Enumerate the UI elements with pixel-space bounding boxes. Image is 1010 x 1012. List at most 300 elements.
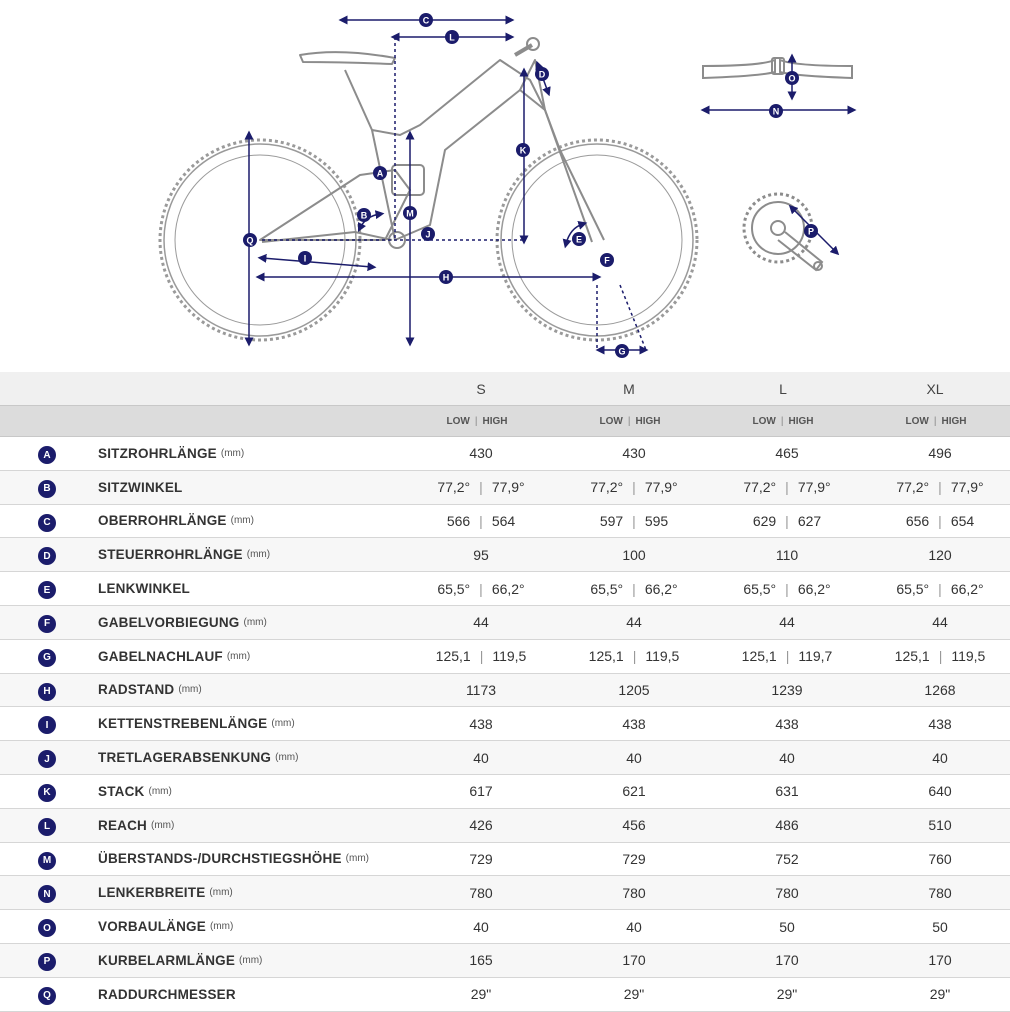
diagram-label-k (516, 143, 530, 157)
low-label: LOW (446, 415, 470, 427)
value: 1268 (924, 681, 956, 698)
high-label: HIGH (788, 415, 814, 427)
value: 631 (775, 783, 799, 800)
value-separator: | (479, 580, 483, 597)
value-high: 564 (491, 512, 516, 529)
diagram-label-g (615, 344, 629, 358)
value-low: 65,5° (896, 580, 930, 597)
table-cell-m (559, 876, 709, 909)
table-cell-m (559, 741, 709, 774)
table-row (0, 944, 1010, 978)
value-separator: | (938, 479, 942, 496)
value: 780 (928, 884, 952, 901)
row-label (98, 741, 298, 774)
row-letter-badge: G (38, 649, 56, 667)
table-cell-l (712, 437, 862, 470)
svg-text:E: E (575, 234, 583, 245)
table-cell-xl (865, 674, 1010, 707)
table-row (0, 674, 1010, 708)
svg-text:C: C (422, 15, 430, 26)
diagram-label-b (357, 208, 371, 222)
value: 50 (932, 918, 948, 935)
table-cell-l (712, 471, 862, 504)
row-unit: (mm) (151, 819, 175, 831)
table-cell-s (406, 944, 556, 977)
table-cell-xl (865, 437, 1010, 470)
table-cell-m (559, 538, 709, 571)
svg-text:Q: Q (246, 235, 254, 246)
value: 110 (775, 546, 799, 563)
value-high: 595 (644, 512, 669, 529)
table-cell-xl (865, 809, 1010, 842)
value-high: 77,9° (491, 479, 525, 496)
diagram-label-j (421, 227, 435, 241)
row-label (98, 775, 172, 808)
svg-text:I: I (303, 253, 307, 264)
high-label: HIGH (482, 415, 508, 427)
diagram-label-c (419, 13, 433, 27)
diagram-label-d (535, 67, 549, 81)
value: 170 (622, 952, 646, 969)
row-unit: (mm) (239, 954, 263, 966)
table-cell-s (406, 505, 556, 538)
svg-text:L: L (449, 32, 455, 43)
value: 430 (469, 445, 493, 462)
bike-geometry-svg (0, 0, 1010, 372)
diagram-label-i (298, 251, 312, 265)
size-header-s: S (476, 380, 486, 397)
diagram-label-m (403, 206, 417, 220)
value: 510 (928, 817, 952, 834)
row-name: LENKERBREITE (98, 885, 206, 901)
value: 170 (775, 952, 799, 969)
row-letter-badge: P (38, 953, 56, 971)
row-letter-badge: H (38, 683, 56, 701)
row-unit: (mm) (275, 752, 299, 764)
row-letter-badge: Q (38, 987, 56, 1005)
row-label (98, 910, 233, 943)
table-cell-s (406, 876, 556, 909)
table-cell-m (559, 809, 709, 842)
row-name: KETTENSTREBENLÄNGE (98, 716, 268, 732)
value-separator: | (938, 580, 942, 597)
value-high: 66,2° (797, 580, 831, 597)
value-high: 77,9° (797, 479, 831, 496)
table-cell-m (559, 471, 709, 504)
table-cell-m (559, 944, 709, 977)
svg-text:O: O (788, 73, 796, 84)
value: 40 (473, 749, 489, 766)
table-cell-m (559, 437, 709, 470)
size-header-xl: XL (926, 380, 944, 397)
row-name: RADDURCHMESSER (98, 986, 236, 1002)
value-separator: | (785, 648, 790, 665)
row-name: SITZWINKEL (98, 479, 183, 495)
table-cell-l (712, 944, 862, 977)
row-letter-badge: I (38, 716, 56, 734)
table-cell-m (559, 505, 709, 538)
table-row (0, 809, 1010, 843)
value-separator: | (632, 648, 637, 665)
svg-text:D: D (538, 69, 546, 80)
table-cell-xl (865, 606, 1010, 639)
value: 621 (622, 783, 646, 800)
value-low: 65,5° (590, 580, 624, 597)
value: 617 (469, 783, 493, 800)
value: 496 (928, 445, 952, 462)
value-separator: | (632, 512, 636, 529)
value: 29" (470, 986, 492, 1003)
row-name: REACH (98, 817, 148, 833)
table-cell-m (559, 640, 709, 673)
diagram-label-a (373, 166, 387, 180)
table-cell-xl (865, 876, 1010, 909)
table-cell-s (406, 741, 556, 774)
value-separator: | (632, 479, 636, 496)
row-label (98, 944, 262, 977)
table-cell-l (712, 741, 862, 774)
row-name: VORBAULÄNGE (98, 919, 206, 935)
value-low: 77,2° (590, 479, 624, 496)
table-cell-m (559, 775, 709, 808)
low-high-header-row (0, 405, 1010, 437)
row-name: ÜBERSTANDS-/DURCHSTIEGSHÖHE (98, 851, 342, 867)
low-high-m: LOW | HIGH (599, 415, 661, 427)
value-low: 77,2° (896, 479, 930, 496)
diagram-label-n (769, 104, 783, 118)
row-letter-badge: N (38, 885, 56, 903)
value-low: 597 (599, 512, 624, 529)
diagram-label-o (785, 71, 799, 85)
value-high: 66,2° (950, 580, 984, 597)
value-high: 119,5 (951, 648, 986, 665)
svg-text:K: K (519, 145, 527, 156)
value-low: 125,1 (894, 648, 930, 665)
value: 1239 (771, 681, 803, 698)
value: 40 (626, 749, 642, 766)
row-letter-badge: E (38, 581, 56, 599)
row-letter-badge: D (38, 547, 56, 565)
row-letter-badge: M (38, 852, 56, 870)
row-label (98, 876, 233, 909)
low-high-l: LOW | HIGH (752, 415, 814, 427)
table-cell-s (406, 606, 556, 639)
svg-text:A: A (376, 168, 384, 179)
value-separator: | (938, 512, 942, 529)
value-low: 65,5° (743, 580, 777, 597)
row-label (98, 471, 183, 504)
table-cell-m (559, 843, 709, 876)
table-cell-l (712, 640, 862, 673)
value: 438 (469, 715, 493, 732)
table-row (0, 741, 1010, 775)
high-label: HIGH (941, 415, 967, 427)
svg-text:J: J (425, 229, 431, 240)
row-letter-badge: F (38, 615, 56, 633)
table-cell-l (712, 843, 862, 876)
value-high: 119,5 (645, 648, 680, 665)
row-unit: (mm) (345, 853, 369, 865)
value-low: 629 (752, 512, 777, 529)
table-cell-xl (865, 910, 1010, 943)
row-label (98, 843, 369, 876)
table-cell-l (712, 775, 862, 808)
value: 1205 (618, 681, 650, 698)
row-label (98, 978, 236, 1011)
table-cell-s (406, 809, 556, 842)
svg-text:N: N (772, 106, 780, 117)
table-row (0, 437, 1010, 471)
table-cell-s (406, 572, 556, 605)
value-high: 77,9° (644, 479, 678, 496)
value-high: 654 (950, 512, 975, 529)
value: 44 (626, 614, 642, 631)
table-cell-s (406, 910, 556, 943)
size-header-row (0, 372, 1010, 405)
table-cell-m (559, 978, 709, 1011)
value-separator: | (938, 648, 943, 665)
value: 752 (775, 850, 799, 867)
table-cell-s (406, 707, 556, 740)
table-cell-m (559, 674, 709, 707)
value-low: 125,1 (435, 648, 471, 665)
table-cell-l (712, 572, 862, 605)
table-cell-s (406, 437, 556, 470)
value: 29" (623, 986, 645, 1003)
value-high: 119,7 (798, 648, 833, 665)
row-name: TRETLAGERABSENKUNG (98, 750, 272, 766)
table-row (0, 471, 1010, 505)
row-unit: (mm) (271, 718, 295, 730)
value-separator: | (479, 648, 484, 665)
high-label: HIGH (635, 415, 661, 427)
svg-text:P: P (807, 226, 815, 237)
value-separator: | (479, 512, 483, 529)
diagram-label-p (804, 224, 818, 238)
value: 486 (775, 817, 799, 834)
low-label: LOW (752, 415, 776, 427)
table-cell-l (712, 876, 862, 909)
table-row (0, 843, 1010, 877)
bike-frame (260, 38, 604, 248)
value: 120 (928, 546, 952, 563)
value-low: 656 (905, 512, 930, 529)
svg-text:B: B (360, 210, 368, 221)
row-letter-badge: J (38, 750, 56, 768)
table-cell-s (406, 843, 556, 876)
row-label (98, 640, 250, 673)
table-cell-xl (865, 843, 1010, 876)
table-cell-xl (865, 538, 1010, 571)
row-unit: (mm) (178, 684, 202, 696)
value-separator: | (785, 512, 789, 529)
row-letter-badge: K (38, 784, 56, 802)
value-low: 77,2° (743, 479, 777, 496)
table-cell-l (712, 809, 862, 842)
row-unit: (mm) (226, 650, 251, 662)
table-cell-m (559, 910, 709, 943)
value-high: 66,2° (491, 580, 525, 597)
diagram-label-q (243, 233, 257, 247)
value: 95 (473, 546, 489, 563)
low-high-s: LOW | HIGH (446, 415, 508, 427)
diagram-label-l (445, 30, 459, 44)
row-unit: (mm) (230, 515, 254, 527)
value: 780 (622, 884, 646, 901)
value: 29" (929, 986, 951, 1003)
handlebar-drawing (703, 58, 852, 78)
table-row (0, 910, 1010, 944)
row-unit: (mm) (148, 785, 172, 797)
table-row (0, 505, 1010, 539)
row-label (98, 538, 270, 571)
value: 50 (779, 918, 795, 935)
value: 44 (779, 614, 795, 631)
value: 40 (473, 918, 489, 935)
row-label (98, 505, 254, 538)
row-unit: (mm) (209, 921, 234, 933)
table-row (0, 978, 1010, 1012)
value: 640 (928, 783, 952, 800)
table-cell-l (712, 606, 862, 639)
svg-text:H: H (442, 272, 450, 283)
row-name: GABELNACHLAUF (98, 648, 223, 664)
table-cell-m (559, 707, 709, 740)
table-cell-xl (865, 944, 1010, 977)
value: 456 (622, 817, 646, 834)
table-row (0, 876, 1010, 910)
table-cell-xl (865, 505, 1010, 538)
value: 1173 (465, 681, 497, 698)
table-cell-s (406, 775, 556, 808)
table-cell-xl (865, 741, 1010, 774)
value-low: 566 (446, 512, 471, 529)
value-separator: | (632, 580, 636, 597)
size-header-l: L (779, 380, 787, 397)
value: 729 (469, 850, 493, 867)
row-name: LENKWINKEL (98, 581, 190, 597)
row-unit: (mm) (243, 616, 267, 628)
table-cell-s (406, 640, 556, 673)
table-row (0, 538, 1010, 572)
table-cell-l (712, 707, 862, 740)
value-high: 77,9° (950, 479, 984, 496)
diagram-label-e (572, 232, 586, 246)
value: 780 (775, 884, 799, 901)
row-name: OBERROHRLÄNGE (98, 513, 227, 529)
table-row (0, 640, 1010, 674)
value: 44 (932, 614, 948, 631)
table-cell-m (559, 606, 709, 639)
svg-text:G: G (618, 346, 626, 357)
value-separator: | (479, 479, 483, 496)
diagram-label-f (600, 253, 614, 267)
low-label: LOW (599, 415, 623, 427)
row-name: KURBELARMLÄNGE (98, 952, 236, 968)
low-label: LOW (905, 415, 929, 427)
row-label (98, 606, 267, 639)
row-name: SITZROHRLÄNGE (98, 445, 217, 461)
svg-text:M: M (406, 208, 414, 219)
row-letter-badge: L (38, 818, 56, 836)
low-high-xl: LOW | HIGH (905, 415, 967, 427)
table-cell-l (712, 505, 862, 538)
table-cell-s (406, 538, 556, 571)
value-low: 125,1 (588, 648, 624, 665)
value: 438 (775, 715, 799, 732)
table-cell-xl (865, 978, 1010, 1011)
row-name: STEUERROHRLÄNGE (98, 547, 243, 563)
value: 100 (622, 546, 646, 563)
value: 465 (775, 445, 799, 462)
value-low: 77,2° (437, 479, 471, 496)
value: 426 (469, 817, 493, 834)
row-label (98, 437, 244, 470)
row-letter-badge: A (38, 446, 56, 464)
value-separator: | (785, 580, 789, 597)
table-cell-s (406, 978, 556, 1011)
table-cell-l (712, 538, 862, 571)
row-name: GABELVORBIEGUNG (98, 614, 240, 630)
value: 430 (622, 445, 646, 462)
table-cell-xl (865, 572, 1010, 605)
row-unit: (mm) (209, 887, 233, 899)
table-cell-l (712, 910, 862, 943)
value-separator: | (785, 479, 789, 496)
row-name: STACK (98, 783, 145, 799)
bike-geometry-diagram (0, 0, 1010, 372)
row-label (98, 707, 295, 740)
value-high: 119,5 (492, 648, 527, 665)
row-name: RADSTAND (98, 682, 175, 698)
table-cell-xl (865, 775, 1010, 808)
table-cell-s (406, 674, 556, 707)
row-label (98, 674, 202, 707)
size-header-m: M (623, 380, 635, 397)
table-cell-l (712, 674, 862, 707)
value: 729 (622, 850, 646, 867)
value-low: 65,5° (437, 580, 471, 597)
table-cell-l (712, 978, 862, 1011)
table-row (0, 707, 1010, 741)
value: 40 (626, 918, 642, 935)
geometry-table-body (0, 437, 1010, 1012)
value-high: 66,2° (644, 580, 678, 597)
row-letter-badge: O (38, 919, 56, 937)
value: 170 (928, 952, 952, 969)
value: 760 (928, 850, 952, 867)
value: 44 (473, 614, 489, 631)
value: 438 (622, 715, 646, 732)
row-unit: (mm) (220, 447, 245, 459)
row-unit: (mm) (246, 549, 271, 561)
table-row (0, 606, 1010, 640)
svg-text:F: F (604, 255, 610, 266)
row-letter-badge: C (38, 514, 56, 532)
table-row (0, 572, 1010, 606)
value-high: 627 (797, 512, 822, 529)
value: 780 (469, 884, 493, 901)
value: 29" (776, 986, 798, 1003)
value: 40 (932, 749, 948, 766)
table-cell-s (406, 471, 556, 504)
table-cell-xl (865, 707, 1010, 740)
value: 165 (469, 952, 493, 969)
row-label (98, 572, 190, 605)
value: 40 (779, 749, 795, 766)
table-cell-xl (865, 471, 1010, 504)
table-row (0, 775, 1010, 809)
